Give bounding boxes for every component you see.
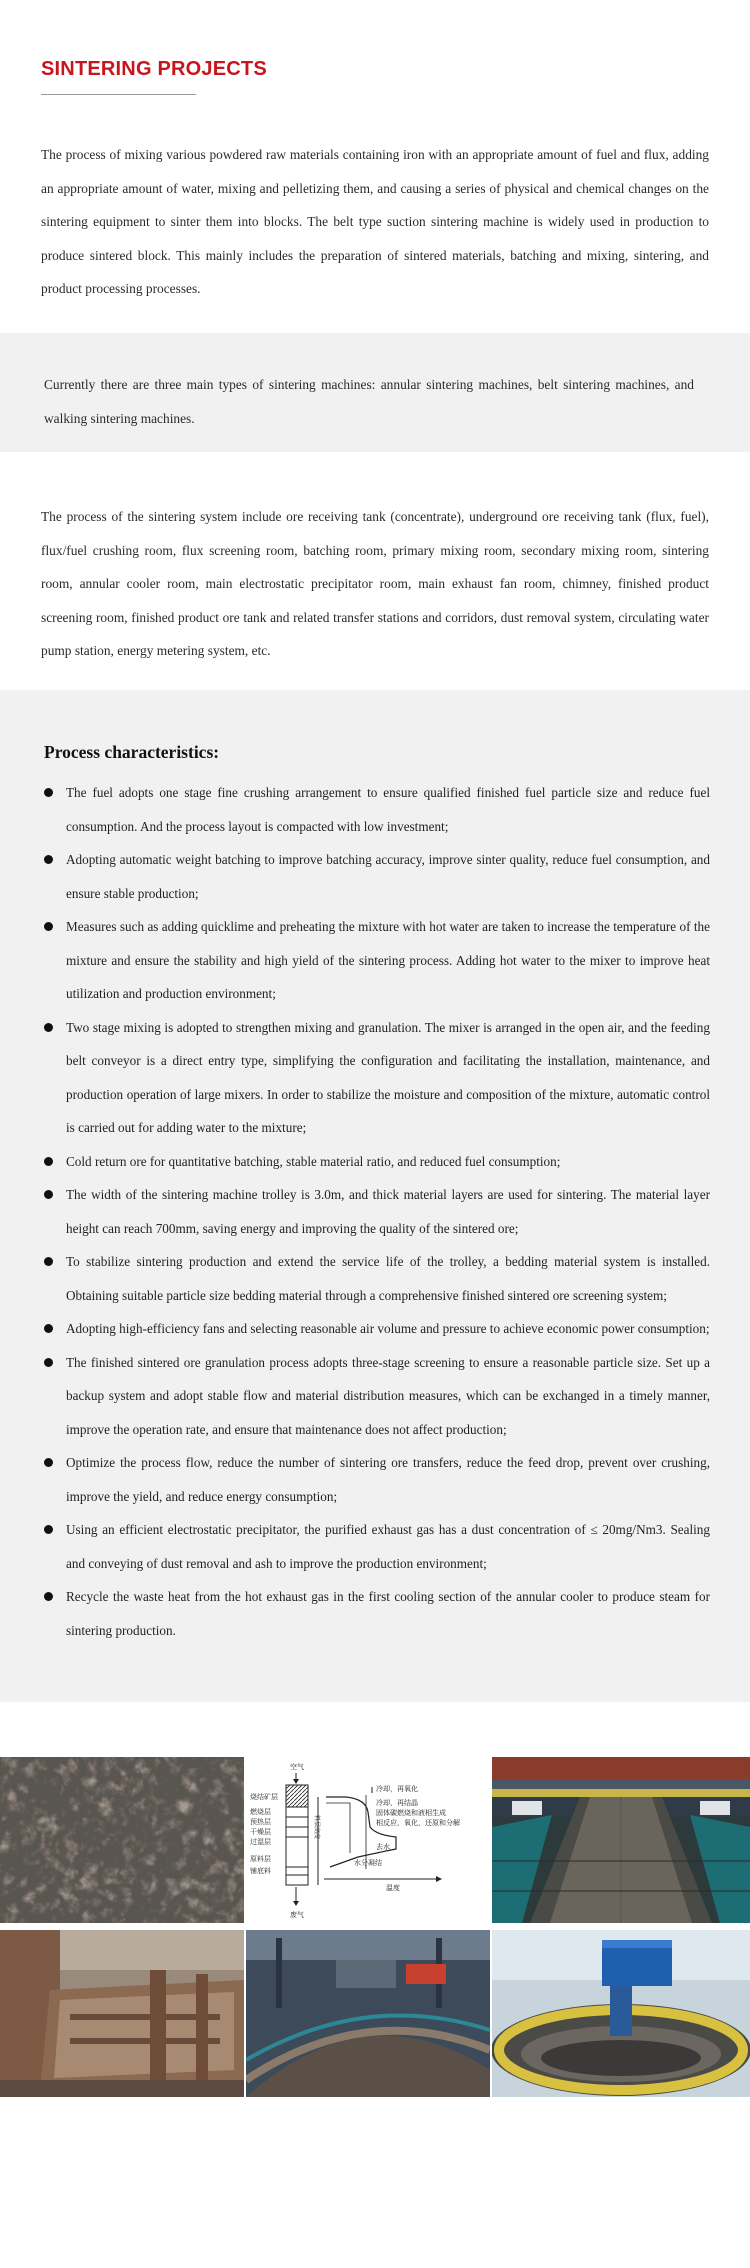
bullet-icon (44, 855, 53, 864)
bullet-icon (44, 1190, 53, 1199)
sintering-layer-diagram (246, 1757, 490, 1923)
list-item-text: Using an efficient electrostatic precipitator, the purified exhaust gas has a dust concentration of ≤ 20mg/Nm3. Sealing and conveying of dust removal and ash to improve the production environment; (66, 1522, 710, 1571)
diagram-label-layer2: 燃烧层 (250, 1808, 271, 1816)
list-item (44, 1245, 710, 1312)
bullet-icon (44, 1525, 53, 1534)
bullet-icon (44, 1257, 53, 1266)
list-item (44, 1312, 710, 1346)
bullet-icon (44, 1324, 53, 1333)
diagram-label-layer5: 过湿层 (250, 1838, 271, 1846)
list-item-text: Adopting high-efficiency fans and selecting reasonable air volume and pressure to achieve economic power consumption; (66, 1321, 710, 1336)
bullet-icon (44, 1358, 53, 1367)
bullet-icon (44, 788, 53, 797)
bullet-icon (44, 1023, 53, 1032)
list-item (44, 1178, 710, 1245)
list-item (44, 1145, 710, 1179)
trolley-photo (0, 1930, 244, 2097)
list-item (44, 776, 710, 843)
diagram-label-right4: 相反应，氧化，还原和分解 (376, 1819, 460, 1827)
diagram-label-layer6: 原料层 (250, 1855, 271, 1863)
list-item-text: The fuel adopts one stage fine crushing arrangement to ensure qualified finished fuel particle size and reduce fuel consumption. And the process layout is compacted with low investment; (66, 785, 710, 834)
page-title: SINTERING PROJECTS (41, 58, 267, 80)
diagram-label-right1: 冷却，再氧化 (376, 1785, 418, 1793)
bullet-icon (44, 922, 53, 931)
bullet-icon (44, 1458, 53, 1467)
diagram-label-top: 空气 (290, 1763, 304, 1771)
list-item-text: The width of the sintering machine trolley is 3.0m, and thick material layers are used for sintering. The material layer height can reach 700mm, saving energy and improving the quality of the sintered ore; (66, 1187, 710, 1236)
diagram-label-axis: 温度 (386, 1884, 400, 1892)
system-description: The process of the sintering system include ore receiving tank (concentrate), underground ore receiving tank (flux, fuel), flux/fuel crushing room, flux screening room, batching room, primary mixing room, secondary mixing room, sintering room, annular cooler room, main electrostatic precipitator room, main exhaust fan room, chimney, finished product screening room, finished product ore tank and related transfer stations and corridors, dust removal system, circulating water pump station, energy metering system, etc. (41, 509, 709, 658)
machines-note: Currently there are three main types of sintering machines: annular sintering machines, belt sintering machines, and walking sintering machines. (44, 377, 694, 426)
list-item (44, 910, 710, 1011)
list-item-text: Two stage mixing is adopted to strengthen mixing and granulation. The mixer is arranged in the open air, and the feeding belt conveyor is a direct entry type, simplifying the configuration and facilitating the installation, maintenance, and production operation of large mixers. In order to stabilize the moisture and composition of the mixture, automatic control is carried out for adding water to the mixture; (66, 1019, 710, 1135)
list-item (44, 843, 710, 910)
diagram-label-right3: 固体碳燃烧和液相生成 (376, 1809, 446, 1817)
photo-grid (0, 1757, 750, 2097)
list-item (44, 1446, 710, 1513)
list-item (44, 1513, 710, 1580)
list-item (44, 1580, 710, 1647)
characteristics-list (44, 776, 710, 1647)
list-item-text: Cold return ore for quantitative batching, stable material ratio, and reduced fuel consumption; (66, 1153, 561, 1169)
list-item (44, 1346, 710, 1447)
diagram-label-right2: 冷却，再结晶 (376, 1799, 418, 1807)
sintering-machine-photo (492, 1757, 750, 1923)
diagram-label-layer7: 铺底料 (250, 1867, 271, 1875)
list-item-text: Measures such as adding quicklime and preheating the mixture with hot water are taken to increase the temperature of the mixture and ensure the stability and high yield of the sintering process. Adding hot water to the mixer to improve heat utilization and production environment; (66, 919, 710, 1001)
characteristics-heading: Process characteristics: (44, 742, 220, 762)
list-item-text: Adopting automatic weight batching to improve batching accuracy, improve sinter quality, reduce fuel consumption, and ensure stable production; (66, 852, 710, 901)
bullet-icon (44, 1592, 53, 1601)
diagram-label-right6: 水分凝结 (354, 1859, 382, 1867)
diagram-label-vertical: 料层高度 (313, 1815, 320, 1840)
diagram-label-right5: 去水 (376, 1843, 390, 1851)
sinter-ore-photo (0, 1757, 244, 1923)
list-item-text: Recycle the waste heat from the hot exhaust gas in the first cooling section of the annular cooler to produce steam for sintering production. (66, 1589, 710, 1638)
intro-paragraph: The process of mixing various powdered raw materials containing iron with an appropriate amount of fuel and flux, adding an appropriate amount of water, mixing and pelletizing them, and causing a series of physical and chemical changes on the sintering equipment to sinter them into blocks. The belt type suction sintering machine is widely used in production to produce sintered block. This mainly includes the preparation of sintered materials, batching and mixing, sintering, and product processing processes. (41, 147, 709, 296)
bullet-icon (44, 1157, 53, 1166)
diagram-label-layer1: 烧结矿层 (250, 1793, 278, 1801)
title-underline (41, 94, 196, 95)
list-item-text: To stabilize sintering production and extend the service life of the trolley, a bedding material system is installed. Obtaining suitable particle size bedding material through a comprehensive finished sintered ore screening system; (66, 1254, 710, 1303)
list-item-text: Optimize the process flow, reduce the number of sintering ore transfers, reduce the feed drop, prevent over crushing, improve the yield, and reduce energy consumption; (66, 1455, 710, 1504)
diagram-label-bottom: 废气 (290, 1911, 304, 1919)
diagram-label-layer4: 干燥层 (250, 1828, 271, 1836)
annular-cooler-photo (246, 1930, 490, 2097)
annular-cooler-outdoor-photo (492, 1930, 750, 2097)
list-item-text: The finished sintered ore granulation process adopts three-stage screening to ensure a reasonable particle size. Set up a backup system and adopt stable flow and material distribution measures, which can be exchanged in a timely manner, improve the operation rate, and ensure that maintenance does not affect production; (66, 1354, 710, 1437)
diagram-label-layer3: 预热层 (250, 1818, 271, 1826)
list-item (44, 1011, 710, 1145)
